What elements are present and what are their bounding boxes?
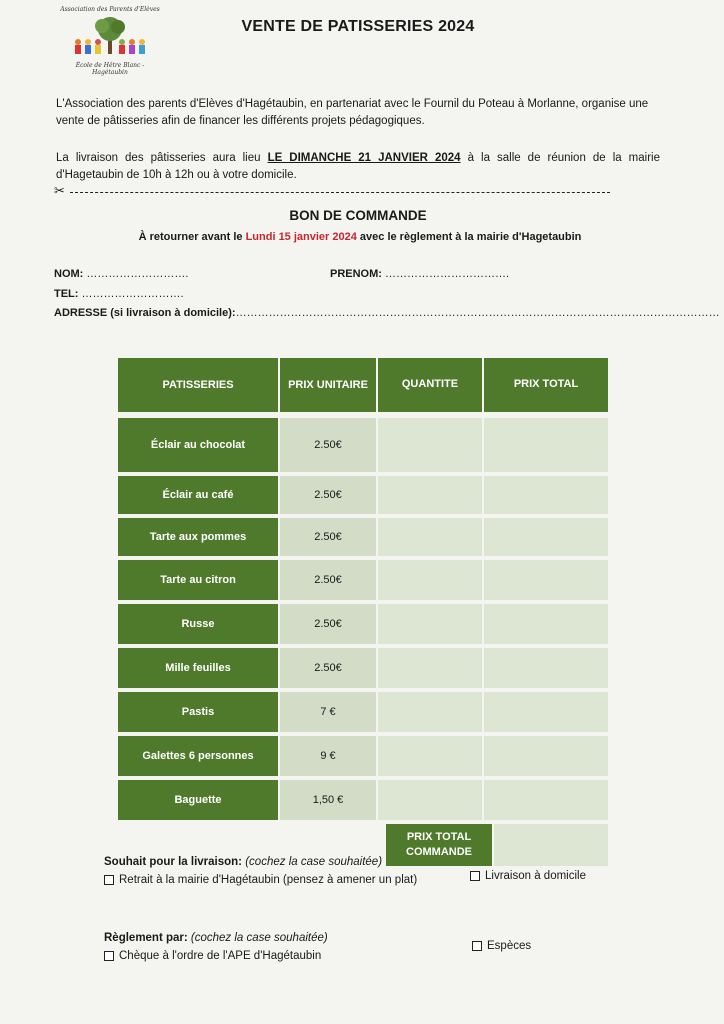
order-form-title: BON DE COMMANDE [289,208,427,223]
option-livraison-domicile[interactable] [470,870,586,882]
total-cell[interactable] [484,476,608,514]
delivery-date: LE DIMANCHE 21 JANVIER 2024 [267,152,461,164]
reglement-hint: (cochez la case souhaitée) [187,932,328,944]
nom-field[interactable] [54,268,188,280]
quantity-cell[interactable] [378,560,482,600]
unit-price: 2.50€ [280,418,376,472]
unit-price: 1,50 € [280,780,376,820]
adresse-field[interactable] [54,307,720,319]
total-cell[interactable] [484,560,608,600]
quantity-cell[interactable] [378,692,482,732]
cheque-label: Chèque à l'ordre de l'APE d'Hagétaubin [119,950,322,962]
table-row [118,560,608,602]
tel-blank[interactable]: ………………………. [78,288,184,300]
delivery-paragraph [56,150,660,184]
total-cell[interactable] [484,736,608,776]
nom-label: NOM: [54,268,84,280]
livraison-heading [104,856,382,868]
patisserie-name: Russe [118,604,278,644]
tel-field[interactable] [54,288,184,300]
total-cell[interactable] [484,648,608,688]
total-cell[interactable] [484,604,608,644]
logo-top-text: Association des Parents d'Elèves [60,6,160,13]
checkbox-icon[interactable] [470,871,480,881]
patisserie-name: Éclair au chocolat [118,418,278,472]
livraison-hint: (cochez la case souhaitée) [242,856,383,868]
patisserie-name: Mille feuilles [118,648,278,688]
tel-label: TEL: [54,288,79,300]
reglement-heading [104,932,328,944]
dashed-divider [70,192,610,193]
table-row [118,780,608,822]
order-total-cell[interactable] [494,824,608,866]
adresse-label: ADRESSE (si livraison à domicile): [54,307,236,319]
unit-price: 9 € [280,736,376,776]
page-title: VENTE DE PATISSERIES 2024 [241,18,475,35]
quantity-cell[interactable] [378,736,482,776]
prenom-field[interactable] [330,268,509,280]
total-cell[interactable] [484,418,608,472]
option-especes[interactable] [472,940,531,952]
table-row [118,692,608,734]
order-total-label [386,824,492,866]
header-prix-unitaire: PRIX UNITAIRE [280,358,376,412]
checkbox-icon[interactable] [104,951,114,961]
quantity-cell[interactable] [378,518,482,556]
order-total-label-line1: PRIX TOTAL [406,831,472,843]
unit-price: 2.50€ [280,476,376,514]
checkbox-icon[interactable] [104,875,114,885]
option-retrait-mairie[interactable] [104,874,417,886]
unit-price: 2.50€ [280,560,376,600]
tree-children-icon [70,16,150,62]
total-cell[interactable] [484,518,608,556]
return-deadline: Lundi 15 janvier 2024 [245,231,357,243]
return-text-after: avec le règlement à la mairie d'Hagetaubin [356,231,582,243]
delivery-text-after: à la salle de réunion de la mairie d'Hagetaubin de 10h à 12h ou à votre domicile. [56,152,660,181]
delivery-text-before: La livraison des pâtisseries aura lieu [56,152,268,164]
table-row [118,418,608,474]
option-cheque[interactable] [104,950,321,962]
quantity-cell[interactable] [378,780,482,820]
order-total-row [386,824,608,866]
logo-bottom-text: École de Hêtre Blanc - Hagétaubin [75,62,145,76]
table-row [118,736,608,778]
quantity-cell[interactable] [378,476,482,514]
total-cell[interactable] [484,780,608,820]
unit-price: 2.50€ [280,648,376,688]
adresse-blank[interactable]: …………………………………………………………………………………………………………………… [235,307,720,319]
especes-label: Espèces [487,940,532,952]
checkbox-icon[interactable] [472,941,482,951]
patisserie-name: Galettes 6 personnes [118,736,278,776]
patisserie-name: Tarte aux pommes [118,518,278,556]
quantity-cell[interactable] [378,418,482,472]
prenom-label: PRENOM: [330,268,382,280]
intro-paragraph: L'Association des parents d'Elèves d'Hagétaubin, en partenariat avec le Fournil du Poteau à Morlanne, organise une vente de pâtisseries afin de financer les différents projets pédagogiques. [56,98,649,127]
cut-line [54,183,610,198]
table-row [118,604,608,646]
quantity-cell[interactable] [378,604,482,644]
total-cell[interactable] [484,692,608,732]
domicile-label: Livraison à domicile [485,870,586,882]
unit-price: 2.50€ [280,604,376,644]
header-prix-total: PRIX TOTAL [484,358,608,412]
retrait-label: Retrait à la mairie d'Hagétaubin (pensez à amener un plat) [119,874,418,886]
nom-blank[interactable]: ………………………. [83,268,189,280]
table-row [118,518,608,558]
quantity-cell[interactable] [378,648,482,688]
patisserie-name: Pastis [118,692,278,732]
livraison-title: Souhait pour la livraison: [104,856,243,868]
reglement-title: Règlement par: [104,932,188,944]
order-form-subtitle [90,231,630,243]
patisserie-name: Tarte au citron [118,560,278,600]
header-patisseries: PATISSERIES [118,358,278,412]
order-total-label-line2: COMMANDE [406,846,472,858]
table-row [118,476,608,516]
association-logo [58,6,162,80]
unit-price: 7 € [280,692,376,732]
table-row [118,648,608,690]
header-quantite: QUANTITE [378,358,482,412]
scissors-icon: ✂ [54,183,65,198]
unit-price: 2.50€ [280,518,376,556]
return-text-before: À retourner avant le [138,231,246,243]
prenom-blank[interactable]: ……………………………. [381,268,510,280]
patisserie-name: Baguette [118,780,278,820]
patisserie-name: Éclair au café [118,476,278,514]
